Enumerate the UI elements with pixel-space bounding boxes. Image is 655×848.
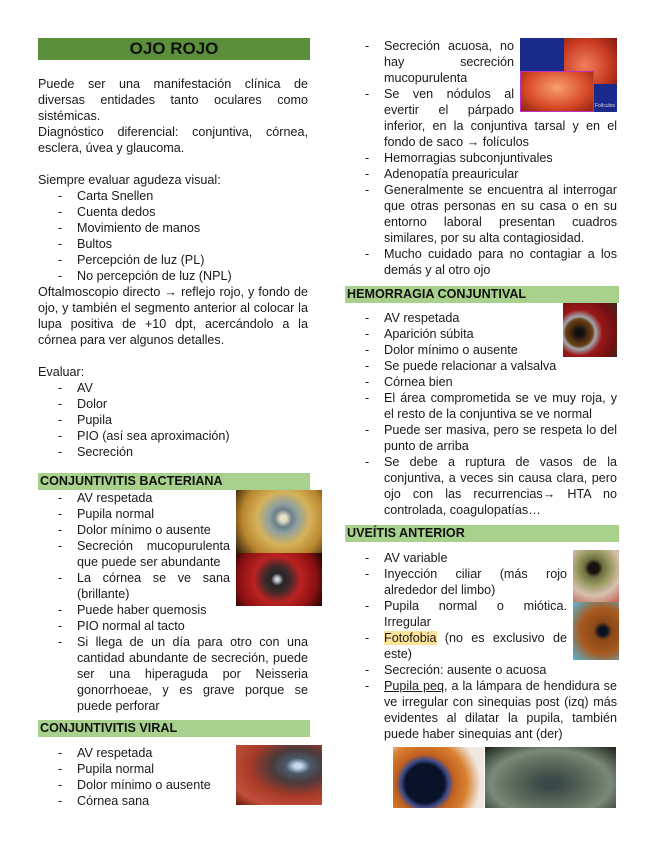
list-item: - Aparición súbita [365,327,474,341]
list-item: - AV respetada [365,311,460,325]
intro-section [38,76,308,460]
list-item: - Pupila [58,413,113,427]
viral-list [38,745,308,809]
list-item: - Se debe a ruptura de vasos de la conjuntiva, a veces sin causa clara, pero ojo con las recurrencias→ HTA no controlada, coagulopatías… [365,455,617,517]
list-item: - Dolor mínimo o ausente [58,778,211,792]
viral-list-continued [345,38,617,278]
list-item: - AV respetada [58,746,153,760]
bacteriana-list [38,490,308,714]
list-item: - El área comprometida se ve muy roja, y el resto de la conjuntiva se ve normal [365,391,617,421]
oftalmoscopio-paragraph: Oftalmoscopio directo → reflejo rojo, y fondo de ojo, y también el segmento anterior al colocar la lupa positiva de +10 dpt, acercándolo a la córnea para ver algunos detalles. [38,285,308,347]
evaluar-label: Evaluar: [38,365,85,379]
list-item: - AV variable [365,551,448,565]
list-item: - Pupila normal [58,507,155,521]
list-item: - AV respetada [58,491,153,505]
list-item: - Secreción mucopurulenta que puede ser abundante [58,539,230,569]
list-item: - No percepción de luz (NPL) [58,269,232,283]
list-item: - Fotofobia (no es exclusivo de este) [365,631,567,661]
hemorragia-list [345,310,617,518]
viral-section [38,745,308,809]
viral-continued-section [345,38,617,278]
list-item: - Carta Snellen [58,189,154,203]
list-item: - Se ven nódulos al evertir el párpado inferior, en la conjuntiva tarsal y en el fondo de saco → folículos [365,87,617,149]
list-item: - PIO normal al tacto [58,619,185,633]
list-item: - Secreción [58,445,134,459]
list-item: - Generalmente se encuentra al interrogar que otras personas en su casa o en su entorno laboral presentan cuadros similares, por su alta contagiosidad. [365,183,617,245]
hemorragia-section [345,310,617,518]
list-item: - Pupila normal o miótica. Irregular [365,599,567,629]
uveitis-section [345,550,617,742]
list-item: - Puede haber quemosis [58,603,207,617]
evaluar-list [38,380,308,460]
list-item: - Pupila peq, a la lámpara de hendidura se ve irregular con sinequias post (izq) más evidentes al dilatar la pupila, también puede haber sinequias ant (der) [365,679,617,741]
av-intro: Siempre evaluar agudeza visual: [38,173,221,187]
list-item: - Puede ser masiva, pero se respeta lo del punto de arriba [365,423,617,453]
list-item: - PIO (así sea aproximación) [58,429,230,443]
list-item: - Dolor [58,397,108,411]
list-item: - AV [58,381,93,395]
differential-paragraph: Diagnóstico diferencial: conjuntiva, córnea, esclera, úvea y glaucoma. [38,125,308,155]
list-item: - Hemorragias subconjuntivales [365,151,553,165]
list-item: - Córnea sana [58,794,150,808]
intro-paragraph: Puede ser una manifestación clínica de diversas entidades tanto oculares como sistémicas. [38,77,308,123]
highlighted-term: Fotofobia [384,631,437,645]
list-item: - Si llega de un día para otro con una cantidad abundante de secreción, puede ser una hiperaguda por Neisseria gonorrhoeae, y es grave porque se puede perforar [58,635,308,713]
list-item: - Pupila normal [58,762,155,776]
section-header-viral: CONJUNTIVITIS VIRAL [38,720,310,737]
list-item: - Percepción de luz (PL) [58,253,205,267]
bacteriana-section [38,490,308,714]
underlined-term: Pupila peq [384,679,444,693]
list-item: - Córnea bien [365,375,453,389]
anterior-synechiae-image [485,747,616,808]
list-item: - Movimiento de manos [58,221,201,235]
list-item: - Secreción acuosa, no hay secreción mucopurulenta [365,39,514,85]
section-header-uveitis: UVEÍTIS ANTERIOR [345,525,619,542]
section-header-hemorragia: HEMORRAGIA CONJUNTIVAL [345,286,619,303]
list-item: - Dolor mínimo o ausente [58,523,211,537]
list-item: - Inyección ciliar (más rojo alrededor del limbo) [365,567,567,597]
page-title: OJO ROJO [38,38,310,60]
av-list [38,188,308,284]
list-item: - Secreción: ausente o acuosa [365,663,547,677]
list-item: - Bultos [58,237,113,251]
list-item: - Cuenta dedos [58,205,156,219]
uveitis-list [345,550,617,742]
list-item: - Adenopatía preauricular [365,167,519,181]
posterior-synechiae-image [393,747,484,808]
list-item: - Mucho cuidado para no contagiar a los demás y al otro ojo [365,247,617,277]
list-item: - Dolor mínimo o ausente [365,343,518,357]
follicles-caption: Folículos [594,103,615,109]
section-header-bacteriana: CONJUNTIVITIS BACTERIANA [38,473,310,490]
list-item: - Se puede relacionar a valsalva [365,359,557,373]
list-item: - La córnea se ve sana (brillante) [58,571,230,601]
